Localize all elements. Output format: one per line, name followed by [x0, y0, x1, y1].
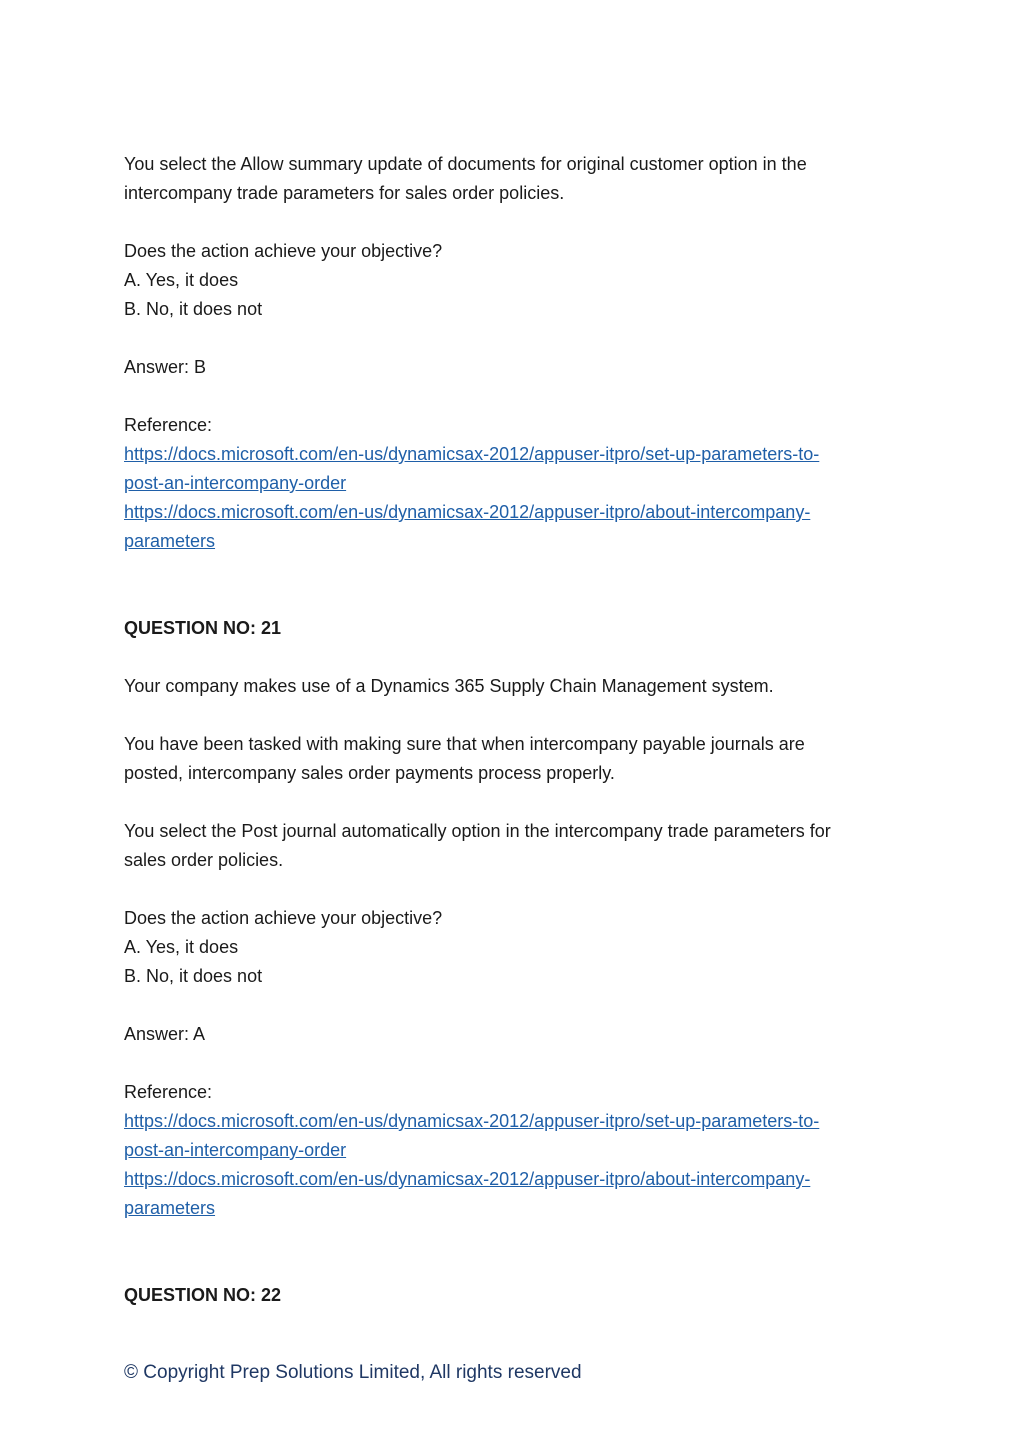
- question-prompt: Does the action achieve your objective?: [124, 241, 443, 261]
- paragraph-line: intercompany trade parameters for sales order policies.: [124, 183, 565, 203]
- reference-link[interactable]: parameters: [124, 1198, 216, 1218]
- option-a: A. Yes, it does: [124, 270, 239, 290]
- paragraph-line: You select the Allow summary update of documents for original customer option in the: [124, 154, 807, 174]
- paragraph-line: sales order policies.: [124, 850, 284, 870]
- reference-label: Reference:: [124, 1082, 213, 1102]
- question-prompt: Does the action achieve your objective?: [124, 908, 443, 928]
- question-heading: QUESTION NO: 22: [124, 1285, 282, 1305]
- reference-link[interactable]: post-an-intercompany-order: [124, 473, 347, 493]
- question-heading: QUESTION NO: 21: [124, 618, 282, 638]
- option-a: A. Yes, it does: [124, 937, 239, 957]
- reference-link[interactable]: https://docs.microsoft.com/en-us/dynamicsax-2012/appuser-itpro/about-intercompany-: [124, 1169, 811, 1189]
- reference-link[interactable]: parameters: [124, 531, 216, 551]
- paragraph-line: posted, intercompany sales order payments process properly.: [124, 763, 615, 783]
- answer: Answer: B: [124, 357, 207, 377]
- footer-copyright: © Copyright Prep Solutions Limited, All rights reserved: [124, 1362, 582, 1383]
- reference-link[interactable]: https://docs.microsoft.com/en-us/dynamicsax-2012/appuser-itpro/set-up-parameters-to-: [124, 1111, 820, 1131]
- reference-link[interactable]: https://docs.microsoft.com/en-us/dynamicsax-2012/appuser-itpro/set-up-parameters-to-: [124, 444, 820, 464]
- paragraph-line: Your company makes use of a Dynamics 365 Supply Chain Management system.: [124, 676, 774, 696]
- reference-link[interactable]: https://docs.microsoft.com/en-us/dynamicsax-2012/appuser-itpro/about-intercompany-: [124, 502, 811, 522]
- reference-link[interactable]: post-an-intercompany-order: [124, 1140, 347, 1160]
- paragraph-line: You select the Post journal automatically option in the intercompany trade parameters for: [124, 821, 831, 841]
- paragraph-line: You have been tasked with making sure that when intercompany payable journals are: [124, 734, 805, 754]
- option-b: B. No, it does not: [124, 299, 263, 319]
- answer: Answer: A: [124, 1024, 206, 1044]
- reference-label: Reference:: [124, 415, 213, 435]
- option-b: B. No, it does not: [124, 966, 263, 986]
- document-body: [124, 150, 894, 1310]
